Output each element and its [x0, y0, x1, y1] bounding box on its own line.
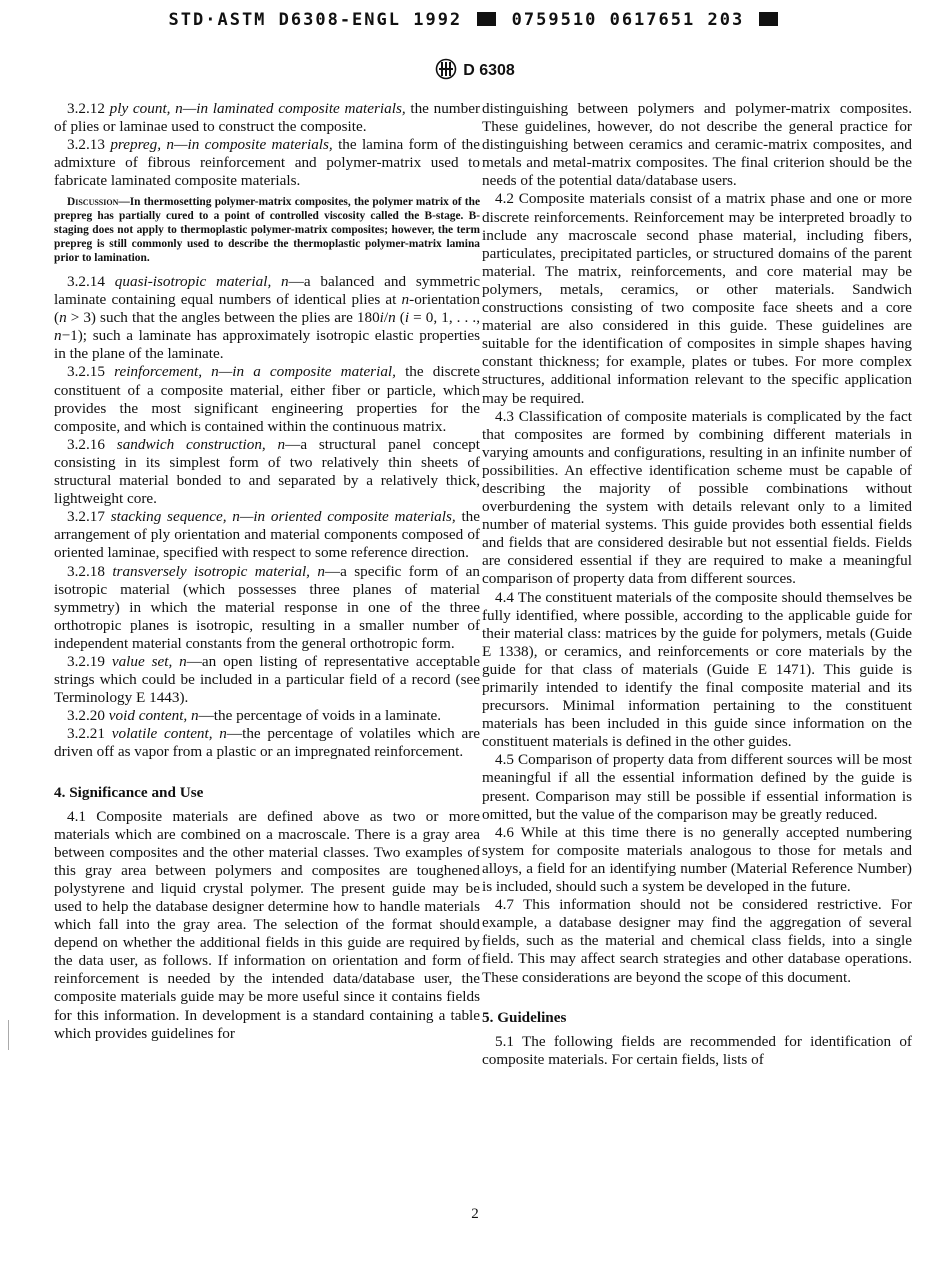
stamp-block-2: [759, 12, 778, 26]
paragraph-4-5: 4.5 Comparison of property data from different sources will be most meaningful if all the essential information defined by the guide is present. Comparison may still be possible if essential information is omitted, but the value of the comparison may be greatly reduced.: [482, 751, 912, 823]
paragraph-4-7: 4.7 This information should not be considered restrictive. For example, a database designer may find the aggregation of several fields, such as the material and chemical class fields, into a single field. This may affect search strategies and other database operations. These considerations are beyond the scope of this document.: [482, 896, 912, 986]
page-number: 2: [471, 1206, 479, 1222]
definition-volatile-content: 3.2.21 volatile content, n—the percentage of volatiles which are driven off as vapor from a plastic or an impregnated reinforcement.: [54, 725, 480, 761]
paragraph-4-3: 4.3 Classification of composite materials is complicated by the fact that composites are formed by combining different materials in varying amounts and configurations, resulting in an infinite number of possibilities. An effective identification scheme must be capable of describing the majority of possible combinations without overburdening the system with details relevant only to a limited number of material systems. This guide provides both essential fields and fields that are considered desirable but not essential fields. Fields are considered essential if they are required to make a meaningful comparison of property data from different sources.: [482, 407, 912, 588]
paragraph-4-1: 4.1 Composite materials are defined above as two or more materials which are combined on a macroscale. There is a gray area between composites and the other material classes. Two examples of this gray area between polymers and composites are toughened polystyrene and liquid crystal polymer. The present guide may be used to help the database designer determine how to handle materials which fall into the gray area. The selection of the format should depend on whether the additional fields in this guide are required by the data user, as follows. If information on orientation and form of reinforcement is needed by the intended data/database user, the composite materials guide may be more useful since it contains fields for this information. In development is a standard containing a table which provides guidelines for: [54, 807, 480, 1042]
paragraph-5-1: 5.1 The following fields are recommended for identification of composite materials. For certain fields, lists of: [482, 1032, 912, 1068]
definition-prepreg: 3.2.13 prepreg, n—in composite materials, the lamina form of the admixture of fibrous reinforcement and polymer-matrix used to fabricate laminated composite materials.: [54, 136, 481, 190]
document-designation: D 6308: [463, 62, 515, 79]
definition-void-content: 3.2.20 void content, n—the percentage of voids in a laminate.: [67, 707, 442, 725]
section-heading-guidelines: 5. Guidelines: [482, 1008, 567, 1026]
definition-stacking-sequence: 3.2.17 stacking sequence, n—in oriented composite materials, the arrangement of ply orientation and material components composed of oriented laminae, specified with respect to some reference direction.: [54, 508, 481, 562]
definition-transversely-isotropic: 3.2.18 transversely isotropic material, n—a specific form of an isotropic material (which possesses three planes of material symmetry) in which the material response in one of the three orthotropic planes is isotropic, resulting in a smaller number of independent material constants from the general orthotropic form.: [54, 562, 480, 652]
document-stamp-line: [0, 10, 950, 30]
definition-sandwich-construction: 3.2.16 sandwich construction, n—a structural panel concept consisting in its simplest form of two relatively thin sheets of structural material bonded to and separated by a relatively thick, lightweight core.: [54, 435, 480, 508]
paragraph-4-4: 4.4 The constituent materials of the composite should themselves be fully identified, where possible, according to the applicable guide for their material class: matrices by the guide for polymers, metals (Guide E 1338), or ceramics, and reinforcements or core materials by the guide for that class of materials (Guide E 1471). This guide is primarily intended to identify the final composite material and its precursors. Minimal information pertaining to the constituent materials has been included in this guide since information on the constituent materials is defined in the other guides.: [482, 588, 912, 751]
definition-ply-count: 3.2.12 ply count, n—in laminated composite materials, the number of plies or laminae used to construct the composite.: [54, 100, 481, 136]
definition-value-set: 3.2.19 value set, n—an open listing of representative acceptable strings which could be included in a particular field of a record (see Terminology E 1443).: [54, 652, 480, 707]
stamp-code-3: 203: [707, 10, 745, 30]
definition-quasi-isotropic: 3.2.14 quasi-isotropic material, n—a balanced and symmetric laminate containing equal numbers of identical plies at n-orientation (n > 3) such that the angles between the plies are 180i/n (i = 0, 1, . . ., n−1); such a laminate has approximately isotropic elastic properties in the plane of the laminate.: [54, 273, 481, 363]
stamp-code-1: 0759510: [511, 10, 598, 30]
stamp-prefix: STD·ASTM D6308-ENGL 1992: [168, 10, 463, 30]
left-column: [54, 100, 480, 1043]
section-heading-significance: 4. Significance and Use: [54, 783, 204, 801]
scan-margin-mark: [8, 1020, 9, 1050]
paragraph-4-6: 4.6 While at this time there is no generally accepted numbering system for composite materials analogous to those for metals and alloys, a field for an identifying number (Material Reference Number) is included, should such a system be developed in the future.: [482, 823, 912, 896]
discussion-note: Discussion—In thermosetting polymer-matrix composites, the polymer matrix of the prepreg has partially cured to a point of controlled viscosity called the B-stage. B-staging does not apply to thermoplastic polymer-matrix composites; however, the term prepreg is still commonly used to describe the thermoplastic polymer-matrix lamina prior to lamination.: [54, 196, 480, 265]
paragraph-4-2: 4.2 Composite materials consist of a matrix phase and one or more discrete reinforcements. Reinforcement may be interpreted broadly to include any macroscale second phase material, including fibers, particulates, precipitated particles, or structured domains of the parent material. The matrix, reinforcements, and core material may be polymers, metals, ceramics, or other materials. Sandwich constructions consisting of two composite face sheets and a core material are also considered in this guide. These guidelines are suitable for the identification of composites in simple shapes having constant thickness; for example, plates or tubes. For more complex structures, additional information relevant to the specific application may be required.: [482, 190, 912, 407]
definition-reinforcement: 3.2.15 reinforcement, n—in a composite material, the discrete constituent of a composite material, either fiber or particle, which provides the most significant engineering properties for the composite, and which is contained within the continuous matrix.: [54, 363, 481, 435]
stamp-code-2: 0617651: [609, 10, 696, 30]
right-column: [482, 100, 912, 1069]
astm-logo-icon: [435, 58, 457, 80]
paragraph-4-1-continued: distinguishing between polymers and polymer-matrix composites. These guidelines, however, do not describe the general practice for distinguishing between ceramics and ceramic-matrix composites, and metals and metal-matrix composites. The final criterion should be the needs of the potential data/database users.: [482, 100, 912, 190]
page-header: [0, 58, 950, 80]
stamp-block-1: [477, 12, 496, 26]
